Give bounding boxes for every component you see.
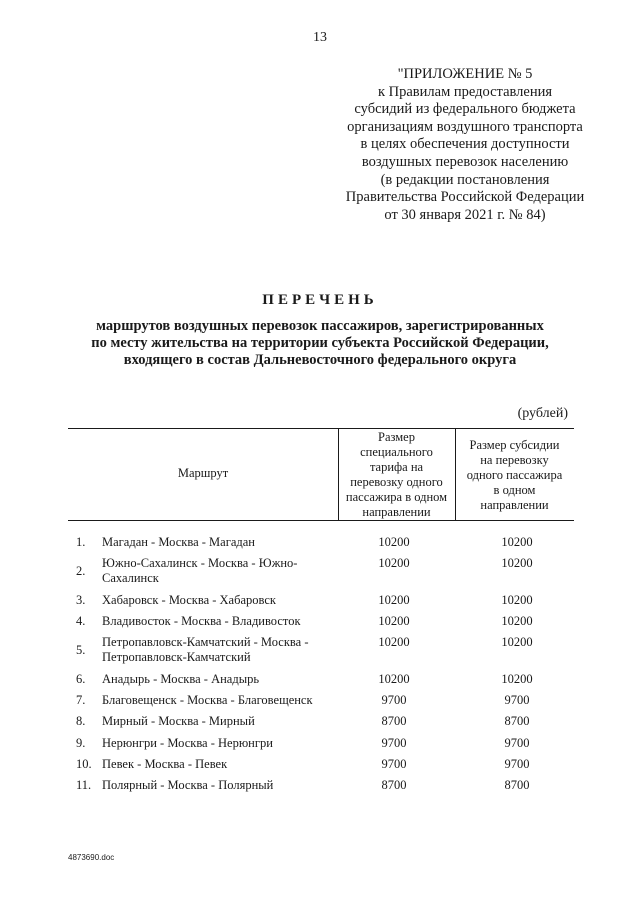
header-subsidy-line: на перевозку <box>480 453 549 467</box>
header-subsidy-line: в одном <box>493 483 536 497</box>
row-number: 8. <box>76 714 86 728</box>
route-line: Благовещенск - Москва - Благовещенск <box>102 693 313 707</box>
page-number: 13 <box>313 30 327 45</box>
route-line: Полярный - Москва - Полярный <box>102 778 274 792</box>
header-tariff-line: направлении <box>362 505 431 519</box>
row-route <box>102 757 338 772</box>
appendix-line: к Правилам предоставления <box>377 83 553 100</box>
route-line: Магадан - Москва - Магадан <box>102 535 255 549</box>
row-number: 11. <box>76 778 92 792</box>
header-tariff-line: специального <box>360 445 433 459</box>
row-route <box>102 714 338 729</box>
row-tariff: 9700 <box>381 757 407 771</box>
row-number: 6. <box>76 672 86 686</box>
row-route <box>102 672 338 687</box>
route-line: Певек - Москва - Певек <box>102 757 228 771</box>
subtitle-line: маршрутов воздушных перевозок пассажиров, зарегистрированных <box>96 318 544 334</box>
row-number: 5. <box>76 643 86 657</box>
row-tariff: 8700 <box>381 714 407 728</box>
document-title: ПЕРЕЧЕНЬ <box>262 292 378 308</box>
row-subsidy: 9700 <box>504 736 530 750</box>
header-tariff <box>338 430 455 520</box>
row-subsidy: 8700 <box>504 778 530 792</box>
header-tariff-line: Размер <box>378 430 415 444</box>
header-tariff-line: пассажира в одном <box>345 490 448 504</box>
subtitle-line: входящего в состав Дальневосточного федерального округа <box>123 352 517 368</box>
route-line: Петропавловск-Камчатский <box>102 650 251 664</box>
appendix-line: воздушных перевозок населению <box>361 153 569 170</box>
subtitle-line: по месту жительства на территории субъекта Российской Федерации, <box>91 335 549 351</box>
row-tariff: 10200 <box>378 556 410 570</box>
row-number: 9. <box>76 736 86 750</box>
appendix-line: Правительства Российской Федерации <box>345 189 585 206</box>
appendix-line: (в редакции постановления <box>380 171 550 188</box>
route-line: Анадырь - Москва - Анадырь <box>102 672 260 686</box>
row-number: 10. <box>76 757 92 771</box>
row-number: 3. <box>76 593 86 607</box>
row-route <box>102 556 338 586</box>
row-number: 4. <box>76 614 86 628</box>
row-tariff: 9700 <box>381 693 407 707</box>
document-subtitle <box>40 318 600 369</box>
route-line: Южно-Сахалинск - Москва - Южно- <box>102 556 298 570</box>
row-subsidy: 8700 <box>504 714 530 728</box>
row-subsidy: 10200 <box>501 672 533 686</box>
row-subsidy: 10200 <box>501 556 533 570</box>
row-subsidy: 9700 <box>504 757 530 771</box>
row-subsidy: 10200 <box>501 614 533 628</box>
row-tariff: 10200 <box>378 593 410 607</box>
row-tariff: 10200 <box>378 535 410 549</box>
appendix-line: от 30 января 2021 г. № 84) <box>384 206 546 223</box>
currency-note: (рублей) <box>517 406 568 421</box>
route-line: Хабаровск - Москва - Хабаровск <box>102 593 276 607</box>
row-tariff: 10200 <box>378 672 410 686</box>
row-subsidy: 9700 <box>504 693 530 707</box>
row-route <box>102 693 338 708</box>
row-number: 7. <box>76 693 86 707</box>
header-tariff-line: тарифа на <box>369 460 424 474</box>
header-subsidy <box>455 438 574 513</box>
appendix-line: "ПРИЛОЖЕНИЕ № 5 <box>397 66 533 82</box>
row-tariff: 10200 <box>378 614 410 628</box>
route-line: Мирный - Москва - Мирный <box>102 714 255 728</box>
appendix-line: организациям воздушного транспорта <box>347 118 583 135</box>
appendix-line: в целях обеспечения доступности <box>360 136 570 153</box>
route-line: Сахалинск <box>102 571 159 585</box>
document-id: 4873690.doc <box>68 853 115 862</box>
row-route <box>102 593 338 608</box>
row-route <box>102 535 338 550</box>
header-tariff-line: перевозку одного <box>350 475 443 489</box>
header-subsidy-line: Размер субсидии <box>469 438 560 452</box>
header-subsidy-line: направлении <box>480 498 549 512</box>
appendix-header <box>300 66 630 224</box>
row-route <box>102 736 338 751</box>
row-tariff: 8700 <box>381 778 407 792</box>
route-line: Петропавловск-Камчатский - Москва - <box>102 635 309 649</box>
route-line: Владивосток - Москва - Владивосток <box>102 614 301 628</box>
row-route <box>102 778 338 793</box>
row-route <box>102 614 338 629</box>
table-header-bottom-rule <box>68 520 574 521</box>
table-top-rule <box>68 428 574 429</box>
row-number: 1. <box>76 535 86 549</box>
row-subsidy: 10200 <box>501 635 533 649</box>
header-route: Маршрут <box>177 466 229 480</box>
appendix-line: субсидий из федерального бюджета <box>354 101 576 118</box>
row-number: 2. <box>76 564 86 578</box>
row-route <box>102 635 338 665</box>
row-subsidy: 10200 <box>501 535 533 549</box>
row-tariff: 10200 <box>378 635 410 649</box>
route-line: Нерюнгри - Москва - Нерюнгри <box>102 736 273 750</box>
row-subsidy: 10200 <box>501 593 533 607</box>
header-subsidy-line: одного пассажира <box>466 468 563 482</box>
row-tariff: 9700 <box>381 736 407 750</box>
